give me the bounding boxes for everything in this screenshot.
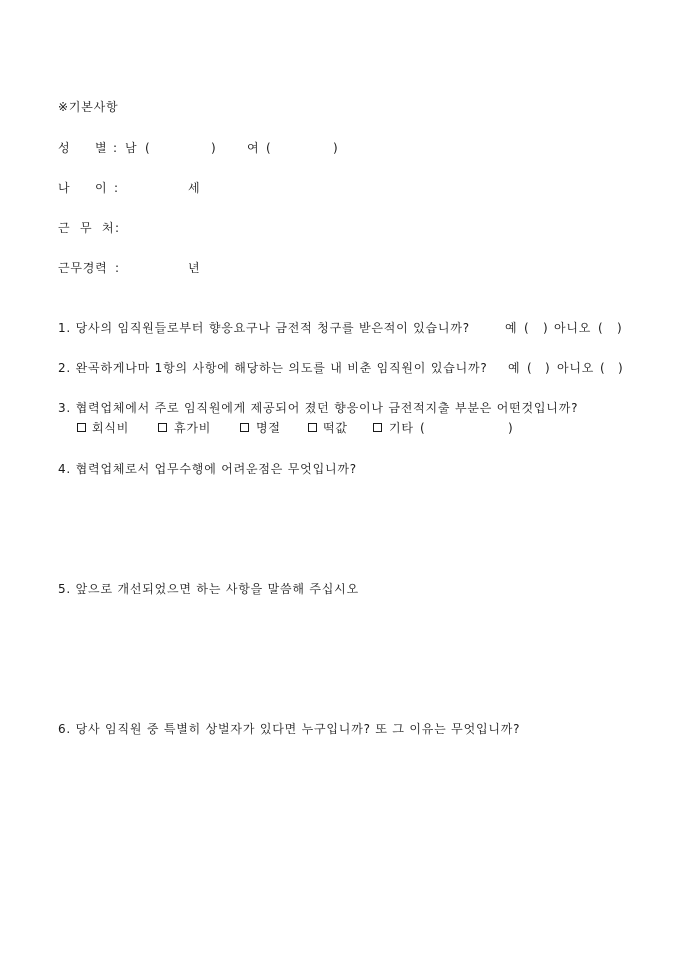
question-1-yes: 예 [505,321,518,335]
question-2-yes-open: ( [527,361,533,375]
gender-label-b: 별 [95,141,108,155]
career-colon: : [115,261,120,275]
question-3-text: 3. 협력업체에서 주로 임직원에게 제공되어 졌던 향응이나 금전적지출 부분은 어떤것입니까? [58,401,579,415]
checkbox-icon [373,423,382,432]
checkbox-icon [77,423,86,432]
question-1-no-open: ( [598,321,604,335]
workplace-row [0,221,680,235]
question-2-yes-close: ) [545,361,551,375]
question-2-yes: 예 [508,361,521,375]
male-label: 남 [125,141,138,155]
career-unit: 년 [188,261,201,275]
male-close-paren: ) [211,141,217,155]
workplace-label: 근 무 처 [58,221,115,235]
option-label: 명절 [256,421,281,435]
question-3-row [0,401,680,415]
question-3-options [0,421,680,435]
question-1-no: 아니오 [554,321,592,335]
question-4-row [0,462,680,476]
question-5-row [0,582,680,596]
question-2-no: 아니오 [557,361,595,375]
question-1-text: 1. 당사의 임직원들로부터 향응요구나 금전적 청구를 받은적이 있습니까? [58,321,470,335]
question-2-text: 2. 완곡하게나마 1항의 사항에 해당하는 의도를 내 비춘 임직원이 있습니까? [58,361,488,375]
option-label: 회식비 [92,421,130,435]
gender-row [0,141,680,155]
female-open-paren: ( [266,141,272,155]
workplace-colon: : [115,221,120,235]
career-row [0,261,680,275]
section-title-row [0,100,680,114]
option-other-close: ) [508,421,514,435]
question-4-text: 4. 협력업체로서 업무수행에 어려운점은 무엇입니까? [58,462,357,476]
question-1-row [0,321,680,335]
section-title: ※기본사항 [58,100,119,114]
option-label: 기타 [389,421,414,435]
question-1-yes-open: ( [524,321,530,335]
age-row [0,181,680,195]
male-open-paren: ( [145,141,151,155]
age-colon: : [114,181,119,195]
career-label: 근무경력 [58,261,108,275]
question-6-text: 6. 당사 임직원 중 특별히 상벌자가 있다면 누구입니까? 또 그 이유는 무엇입니까? [58,722,521,736]
checkbox-icon [158,423,167,432]
question-1-no-close: ) [617,321,623,335]
question-2-row [0,361,680,375]
question-2-no-open: ( [600,361,606,375]
female-close-paren: ) [333,141,339,155]
age-label-b: 이 [95,181,108,195]
option-label: 휴가비 [174,421,212,435]
female-label: 여 [247,141,260,155]
option-other-open: ( [420,421,426,435]
gender-colon: : [113,141,118,155]
option-label: 떡값 [323,421,348,435]
checkbox-icon [308,423,317,432]
question-5-text: 5. 앞으로 개선되었으면 하는 사항을 말씀해 주십시오 [58,582,359,596]
gender-label-a: 성 [58,141,71,155]
question-6-row [0,722,680,736]
checkbox-icon [240,423,249,432]
age-label-a: 나 [58,181,71,195]
question-1-yes-close: ) [543,321,549,335]
age-unit: 세 [188,181,201,195]
question-2-no-close: ) [618,361,624,375]
